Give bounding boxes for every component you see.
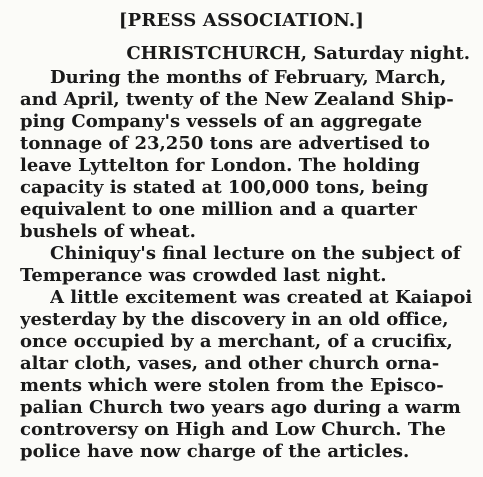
article-line: tonnage of 23,250 tons are advertised to — [20, 133, 430, 154]
article-line: once occupied by a merchant, of a crucifix, — [20, 331, 453, 352]
article-line: and April, twenty of the New Zealand Ship- — [20, 89, 454, 110]
article-line: leave Lyttelton for London. The holding — [20, 155, 420, 176]
article-line: Chiniquy's final lecture on the subject of — [50, 243, 461, 264]
dateline: CHRISTCHURCH, Saturday night. — [126, 43, 470, 64]
article-line: equivalent to one million and a quarter — [20, 199, 417, 220]
press-association-header: [PRESS ASSOCIATION.] — [118, 10, 365, 31]
article-line: altar cloth, vases, and other church orna- — [20, 353, 440, 374]
article-line: palian Church two years ago during a warm — [20, 397, 461, 418]
article-line: A little excitement was created at Kaiapoi — [50, 287, 473, 308]
article-line: controversy on High and Low Church. The — [20, 419, 446, 440]
article-line: capacity is stated at 100,000 tons, being — [20, 177, 429, 198]
article-line: ping Company's vessels of an aggregate — [20, 111, 423, 132]
article-line: Temperance was crowded last night. — [20, 265, 387, 286]
article-line: yesterday by the discovery in an old office, — [20, 309, 449, 330]
article-line: bushels of wheat. — [20, 221, 196, 242]
article-line: police have now charge of the articles. — [20, 441, 410, 462]
article-line: ments which were stolen from the Episco- — [20, 375, 444, 396]
article-line: During the months of February, March, — [50, 67, 447, 88]
